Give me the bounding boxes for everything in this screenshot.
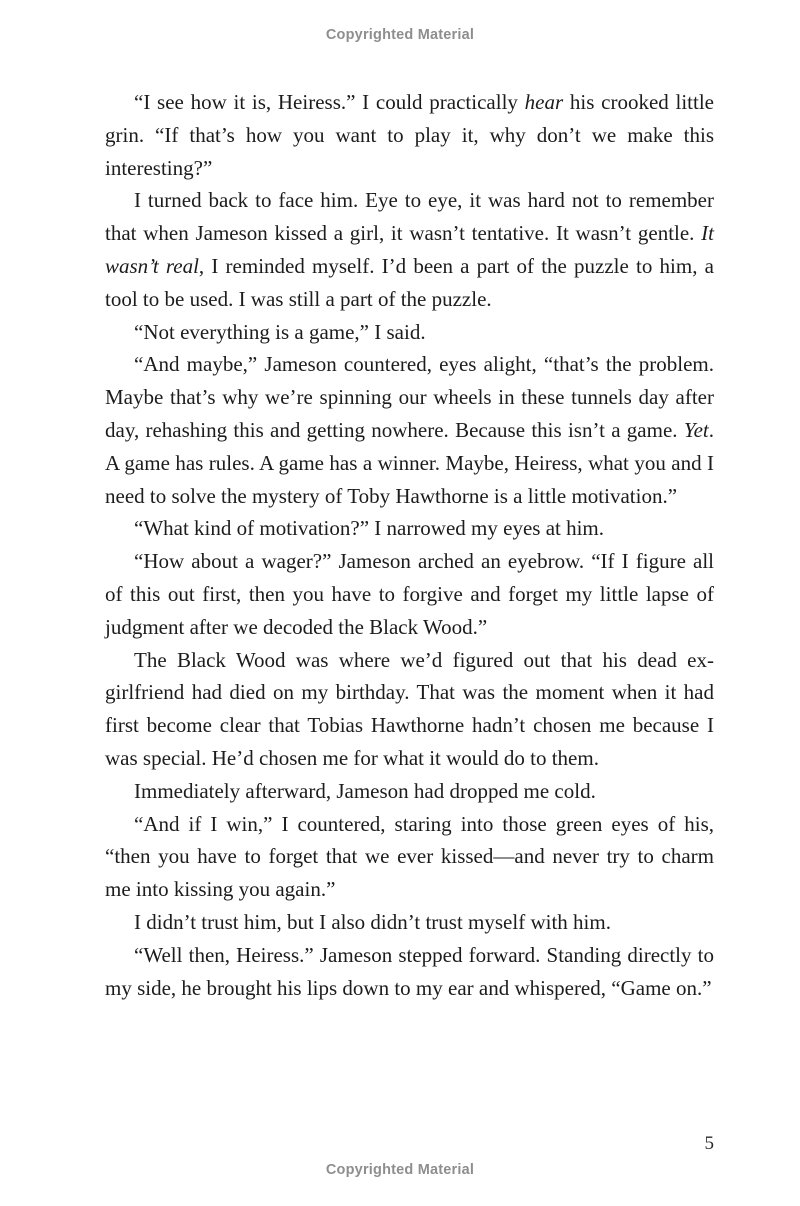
paragraph: “Well then, Heiress.” Jameson stepped forward. Standing directly to my side, he brought his lips down to my ear and whispered, “Game on.” (105, 942, 714, 1000)
paragraph: “What kind of motivation?” I narrowed my eyes at him. (134, 516, 605, 541)
italic-emphasis: hear (524, 90, 564, 114)
paragraph: Immediately afterward, Jameson had dropped me cold. (134, 778, 596, 803)
paragraph: I turned back to face him. Eye to eye, it was hard not to remember that when Jameson kissed a girl, it wasn’t tentative. It wasn’t gentle. It wasn’t real, I reminded myself. I’d been a part of the puzzle to him, a tool to be used. I was still a part of the puzzle. (105, 188, 714, 311)
paragraph: “How about a wager?” Jameson arched an eyebrow. “If I figure all of this out first, then you have to forgive and forget my little lapse of judgment after we decoded the Black Wood.” (105, 549, 714, 639)
italic-emphasis: It wasn’t real (105, 221, 714, 278)
paragraph: “I see how it is, Heiress.” I could practically hear his crooked little grin. “If that’s how you want to play it, why don’t we make this interesting?” (105, 90, 714, 180)
page-body-text (105, 86, 714, 1004)
paragraph: “Not everything is a game,” I said. (134, 319, 426, 344)
italic-emphasis: Yet (683, 417, 709, 442)
copyright-watermark-bottom: Copyrighted Material (325, 1162, 475, 1178)
copyright-watermark-top: Copyrighted Material (325, 27, 475, 43)
paragraph: The Black Wood was where we’d figured out that his dead ex-girlfriend had died on my birthday. That was the moment when it had first become clear that Tobias Hawthorne hadn’t chosen me because I was special. He’d chosen me for what it would do to them. (105, 647, 714, 770)
paragraph: “And maybe,” Jameson countered, eyes alight, “that’s the problem. Maybe that’s why we’re spinning our wheels in these tunnels day after day, rehashing this and getting nowhere. Because this isn’t a game. Yet. A game has rules. A game has a winner. Maybe, Heiress, what you and I need to solve the mystery of Toby Hawthorne is a little motivation.” (105, 352, 714, 508)
paragraph: I didn’t trust him, but I also didn’t trust myself with him. (134, 909, 611, 934)
page-number: 5 (704, 1133, 714, 1154)
paragraph: “And if I win,” I countered, staring into those green eyes of his, “then you have to forget that we ever kissed—and never try to charm me into kissing you again.” (105, 811, 714, 902)
